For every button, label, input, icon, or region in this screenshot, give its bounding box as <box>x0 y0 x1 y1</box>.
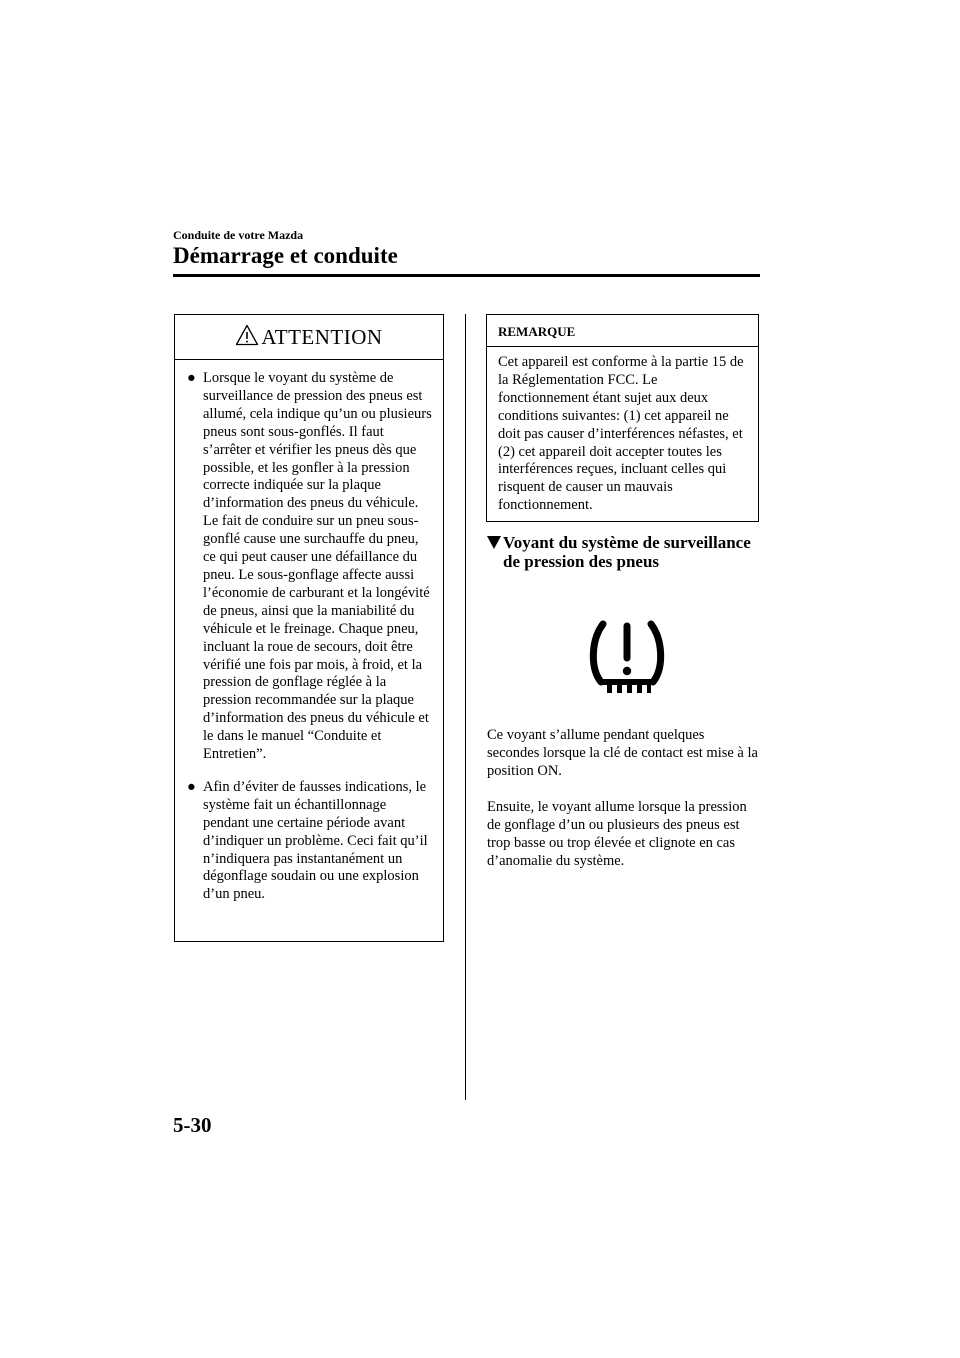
attention-item-text: Afin d’éviter de fausses indications, le système fait un échantillonnage pendant une certaine période avant d’indiquer un problème. Ceci fait qu’il n’indiquera pas instantanément un dégonflage soudain ou une explosion d’un pneu. <box>203 778 428 903</box>
page-number: 5-30 <box>173 1113 212 1137</box>
paragraph: Ce voyant s’allume pendant quelques secondes lorsque la clé de contact est mise à la position ON. <box>487 727 758 779</box>
chapter-title: Démarrage et conduite <box>173 243 398 268</box>
header-rule <box>173 274 760 277</box>
section-label: Conduite de votre Mazda <box>173 228 304 242</box>
note-body: Cet appareil est conforme à la partie 15 de la Réglementation FCC. Le fonctionnement étant sujet aux deux conditions suivantes: (1) cet appareil ne doit pas causer d’interférences néfastes, et (2) cet appareil doit accepter toutes les interférences reçues, incluant celles qui risquent de causer un mauvais fonctionnement. <box>498 354 744 514</box>
attention-item <box>187 779 433 904</box>
section-heading <box>487 533 757 571</box>
attention-list <box>175 360 443 904</box>
attention-item <box>187 370 433 764</box>
section-heading-text: Voyant du système de surveillance de pression des pneus <box>503 533 751 571</box>
note-box <box>486 314 759 522</box>
attention-title: ATTENTION <box>261 324 383 349</box>
note-title: REMARQUE <box>487 315 758 347</box>
tire-pressure-warning-icon <box>588 620 666 696</box>
paragraph: Ensuite, le voyant allume lorsque la pression de gonflage d’un ou plusieurs des pneus est trop basse ou trop élevée et clignote en cas d’anomalie du système. <box>487 799 747 869</box>
triangle-down-icon <box>487 536 501 549</box>
attention-box <box>174 314 444 942</box>
warning-triangle-icon <box>235 324 259 346</box>
attention-item-text: Lorsque le voyant du système de surveillance de pression des pneus est allumé, cela indique qu’un ou plusieurs pneus sont sous-gonflés. Il faut s’arrêter et vérifier les pneus dès que possible, et les gonfler à la pression correcte indiquée sur la plaque d’information des pneus du véhicule. Le fait de conduire sur un pneu sous-gonflé cause une surchauffe du pneu, ce qui peut causer une défaillance du pneu. Le sous-gonflage affecte aussi l’économie de carburant et la longévité de pneus, ainsi que la maniabilité du véhicule et le freinage. Chaque pneu, incluant la roue de secours, doit être vérifié une fois par mois, à froid, et la pression de gonflage réglée à la pression recommandée sur la plaque d’information des pneus du véhicule et le dans le manuel “Conduite et Entretien”. <box>203 370 432 763</box>
bullet-icon: ● <box>187 370 196 386</box>
column-divider <box>465 314 466 1100</box>
bullet-icon: ● <box>187 778 196 795</box>
attention-header <box>175 315 443 360</box>
